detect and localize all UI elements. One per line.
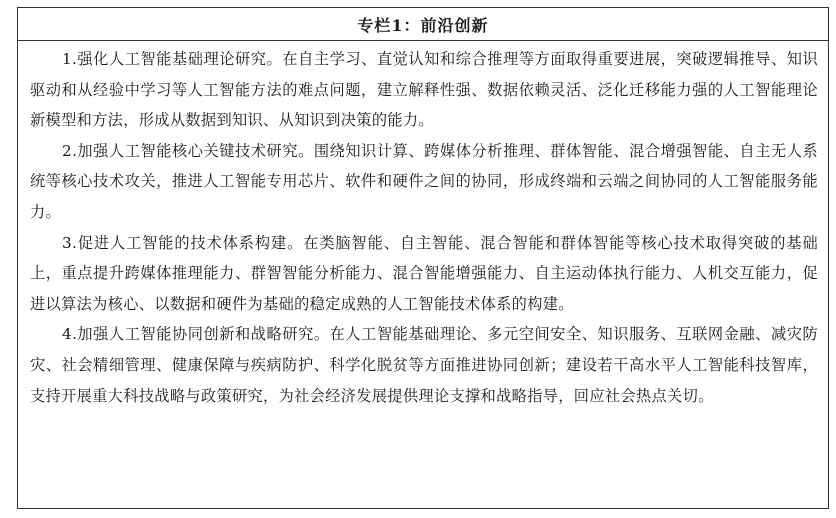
paragraph-2: 2.加强人工智能核心关键技术研究。围绕知识计算、跨媒体分析推理、群体智能、混合增强智能、自主无人系统等核心技术攻关，推进人工智能专用芯片、软件和硬件之间的协同，形成终端和云端之间协同的人工智能服务能力。 (30, 141, 818, 221)
sidebar-box (17, 7, 829, 509)
box-title: 专栏1：前沿创新 (18, 8, 828, 41)
paragraph-1: 1.强化人工智能基础理论研究。在自主学习、直觉认知和综合推理等方面取得重要进展，突破逻辑推导、知识驱动和从经验中学习等人工智能方法的难点问题，建立解释性强、数据依赖灵活、泛化迁移能力强的人工智能理论新模型和方法，形成从数据到知识、从知识到决策的能力。 (30, 50, 818, 130)
paragraph-3: 3.促进人工智能的技术体系构建。在类脑智能、自主智能、混合智能和群体智能等核心技术取得突破的基础上，重点提升跨媒体推理能力、群智智能分析能力、混合智能增强能力、自主运动体执行能力、人机交互能力，促进以算法为核心、以数据和硬件为基础的稳定成熟的人工智能技术体系的构建。 (30, 233, 818, 313)
box-content (18, 41, 828, 411)
paragraph-4: 4.加强人工智能协同创新和战略研究。在人工智能基础理论、多元空间安全、知识服务、互联网金融、减灾防灾、社会精细管理、健康保障与疾病防护、科学化脱贫等方面推进协同创新；建设若干高水平人工智能科技智库，支持开展重大科技战略与政策研究，为社会经济发展提供理论支撑和战略指导，回应社会热点关切。 (30, 325, 818, 405)
